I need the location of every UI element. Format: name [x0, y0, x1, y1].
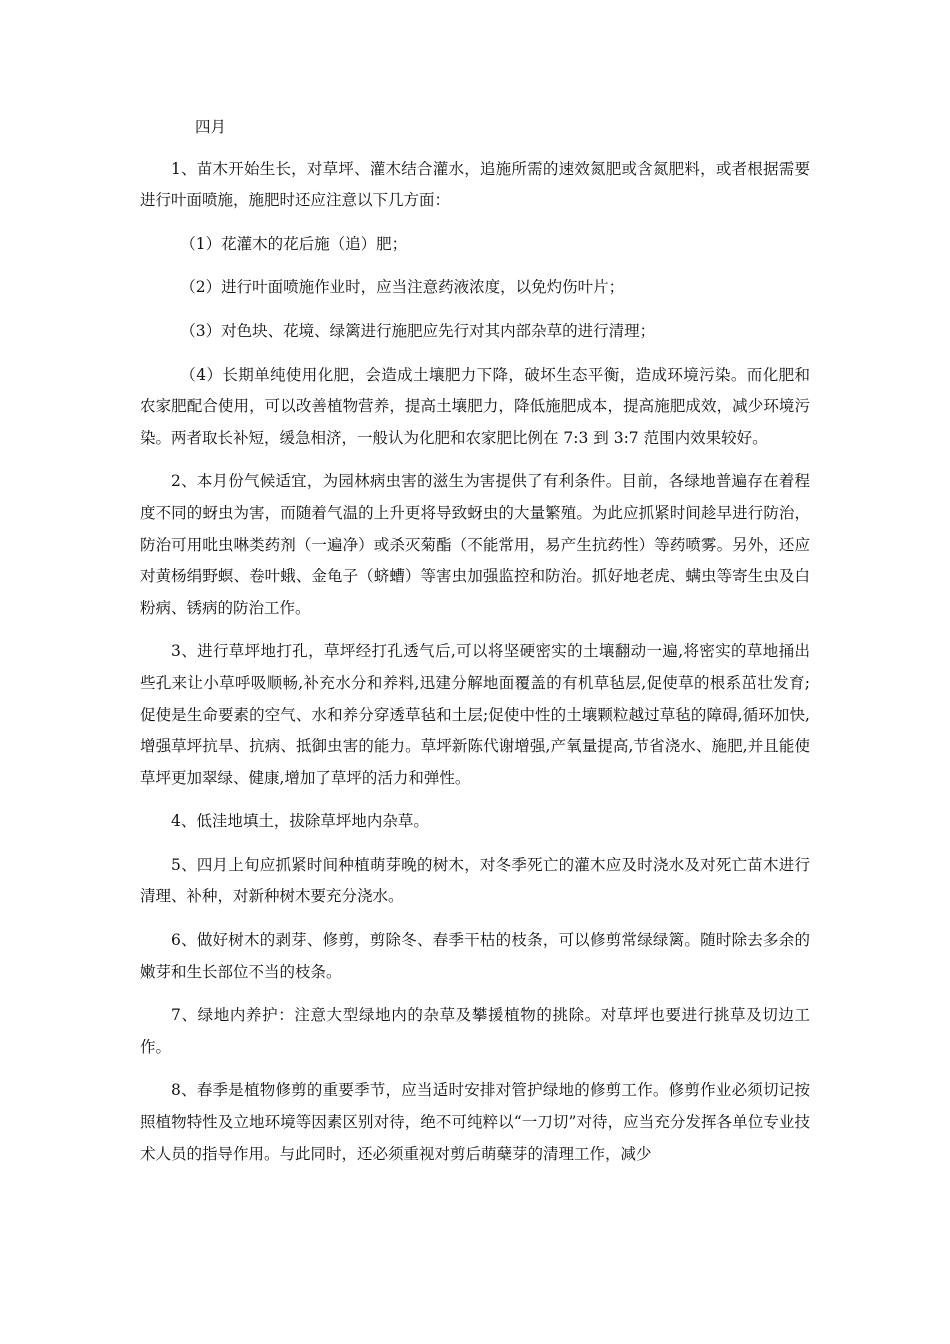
paragraph-6: 6、做好树木的剥芽、修剪，剪除冬、春季干枯的枝条，可以修剪常绿绿篱。随时除去多余的嫩芽和生长部位不当的枝条。: [140, 931, 810, 981]
sub-item-1: （1）花灌木的花后施（追）肥；: [180, 234, 408, 253]
paragraph-4: 4、低洼地填土，拔除草坪地内杂草。: [171, 812, 429, 831]
page-heading: 四月: [195, 118, 227, 136]
paragraph-3: 3、进行草坪地打孔，草坪经打孔透气后,可以将坚硬密实的土壤翻动一遍,将密实的草地捅出些孔来让小草呼吸顺畅,补充水分和养料,迅建分解地面覆盖的有机草毡层,促使草的根系茁壮发育;促使是生命要素的空气、水和养分穿透草毡和土层;促使中性的土壤颗粒越过草毡的障碍,循环加快,增强草坪抗旱、抗病、抵御虫害的能力。草坪新陈代谢增强,产氧量提高,节省浇水、施肥,并且能使草坪更加翠绿、健康,增加了草坪的活力和弹性。: [140, 642, 810, 787]
paragraph-7: 7、绿地内养护：注意大型绿地内的杂草及攀援植物的挑除。对草坪也要进行挑草及切边工作。: [140, 1006, 810, 1056]
sub-item-3: （3）对色块、花境、绿篱进行施肥应先行对其内部杂草的进行清理；: [180, 321, 656, 340]
document-page: [140, 112, 810, 1182]
sub-item-4: （4）长期单纯使用化肥，会造成土壤肥力下降，破坏生态平衡，造成环境污染。而化肥和农家肥配合使用，可以改善植物营养，提高土壤肥力，降低施肥成本，提高施肥成效，减少环境污染。两者取长补短，缓急相济，一般认为化肥和农家肥比例在 7:3 到 3:7 范围内效果较好。: [140, 365, 810, 447]
paragraph-2: 2、本月份气候适宜，为园林病虫害的滋生为害提供了有利条件。目前，各绿地普遍存在着程度不同的蚜虫为害，而随着气温的上升更将导致蚜虫的大量繁殖。为此应抓紧时间趁早进行防治，防治可用吡虫啉类药剂（一遍净）或杀灭菊酯（不能常用，易产生抗药性）等药喷雾。另外，还应对黄杨绢野螟、卷叶蛾、金龟子（蛴螬）等害虫加强监控和防治。抓好地老虎、螨虫等寄生虫及白粉病、锈病的防治工作。: [140, 472, 810, 617]
paragraph-1: 1、苗木开始生长，对草坪、灌木结合灌水，追施所需的速效氮肥或含氮肥料，或者根据需要进行叶面喷施，施肥时还应注意以下几方面：: [140, 159, 810, 210]
sub-item-2: （2）进行叶面喷施作业时，应当注意药液浓度，以免灼伤叶片；: [180, 278, 625, 297]
paragraph-8: 8、春季是植物修剪的重要季节，应当适时安排对管护绿地的修剪工作。修剪作业必须切记按照植物特性及立地环境等因素区别对待，绝不可纯粹以“一刀切”对待，应当充分发挥各单位专业技术人员的指导作用。与此同时，还必须重视对剪后萌蘖芽的清理工作，减少: [140, 1081, 810, 1163]
paragraph-5: 5、四月上旬应抓紧时间种植萌芽晚的树木，对冬季死亡的灌木应及时浇水及对死亡苗木进行清理、补种，对新种树木要充分浇水。: [140, 855, 810, 906]
